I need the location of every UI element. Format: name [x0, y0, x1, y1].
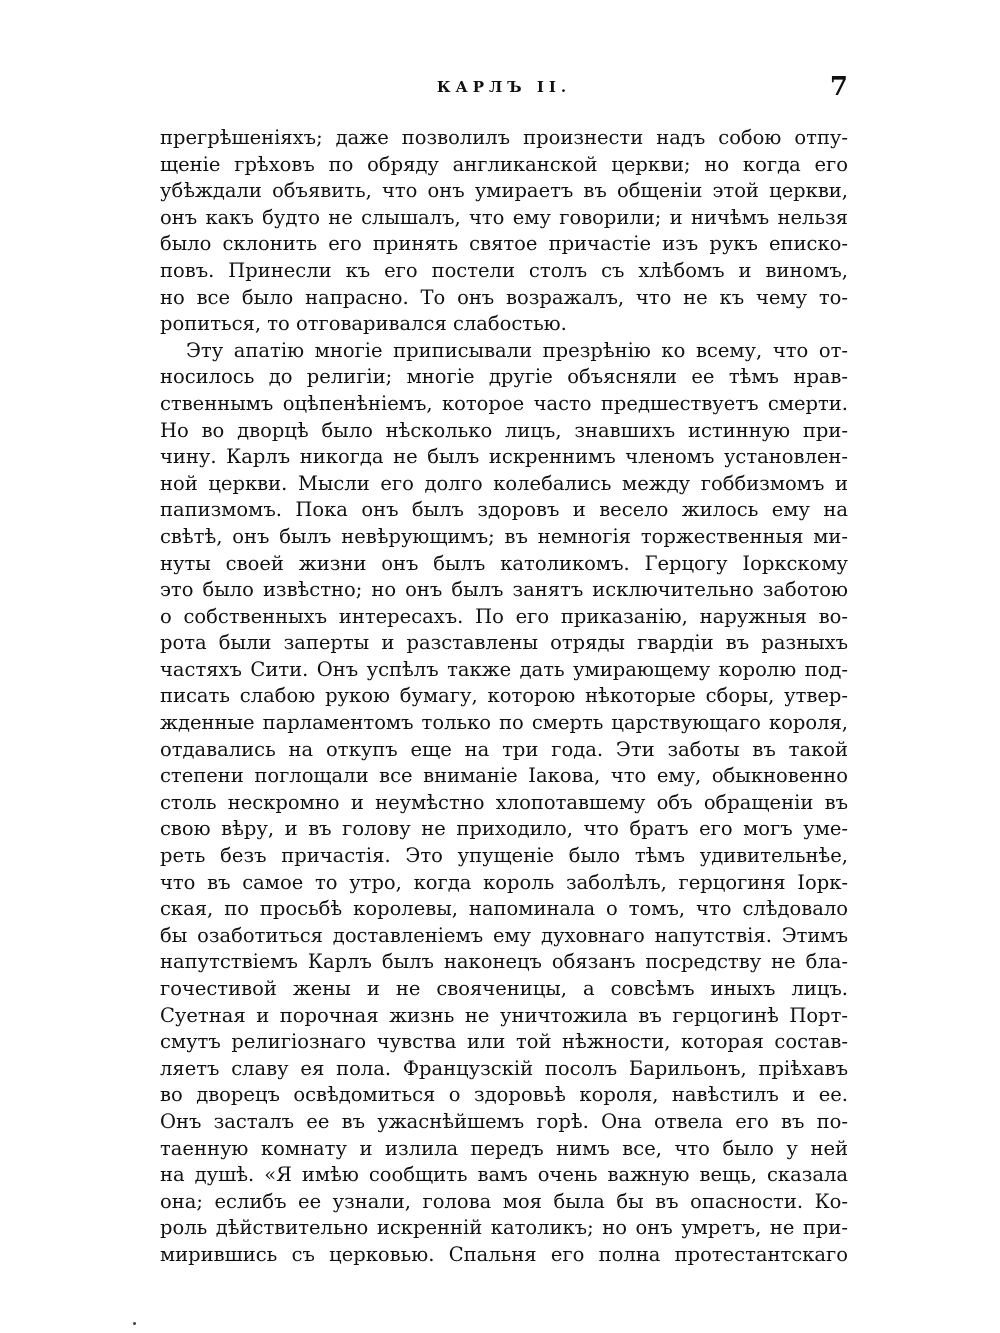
text-line: напутствіемъ Карлъ былъ наконецъ обязанъ посредству не бла-	[160, 950, 848, 974]
text-line: писать слабою рукою бумагу, которою нѣкоторые сборы, утвер-	[160, 684, 848, 708]
text-line: свѣтѣ, онъ былъ невѣрующимъ; въ немногія торжественныя ми-	[160, 524, 848, 548]
page-number: 7	[829, 72, 848, 102]
body-text	[160, 125, 848, 1269]
running-head	[160, 74, 848, 104]
text-line: ляетъ славу ея пола. Французскій посолъ Барильонъ, пріѣхавъ	[160, 1056, 848, 1080]
text-line: жденные парламентомъ только по смерть царствующаго короля,	[160, 711, 848, 735]
text-line: степени поглощали все вниманіе Іакова, что ему, обыкновенно	[160, 764, 848, 788]
text-line: было склонить его принять святое причастіе изъ рукъ еписко-	[160, 232, 848, 256]
text-line: чину. Карлъ никогда не былъ искреннимъ членомъ установлен-	[160, 445, 848, 469]
text-line: на душѣ. «Я имѣю сообщить вамъ очень важную вещь, сказала	[160, 1163, 848, 1187]
text-line: реть безъ причастія. Это упущеніе было тѣмъ удивительнѣе,	[160, 844, 848, 868]
text-line: прегрѣшеніяхъ; даже позволилъ произнести надъ собою отпу-	[160, 126, 848, 149]
text-line: свою вѣру, и въ голову не приходило, что братъ его могъ уме-	[160, 817, 848, 841]
text-line: таенную комнату и излила передъ нимъ все, что было у ней	[160, 1136, 848, 1160]
text-line: во дворецъ освѣдомиться о здоровьѣ короля, навѣстилъ и ее.	[160, 1083, 848, 1107]
text-line: повъ. Принесли къ его постели столъ съ хлѣбомъ и виномъ,	[160, 258, 848, 282]
text-line: это было извѣстно; но онъ былъ занятъ исключительно заботою	[160, 578, 848, 602]
text-line: носилось до религіи; многіе другіе объясняли ее тѣмъ нрав-	[160, 365, 848, 389]
text-line: ственнымъ оцѣпенѣніемъ, которое часто предшествуетъ смерти.	[160, 391, 848, 415]
text-line: мирившись съ церковью. Спальня его полна протестантскаго	[160, 1242, 848, 1266]
text-line: Суетная и порочная жизнь не уничтожила въ герцогинѣ Порт-	[160, 1003, 848, 1027]
text-line: о собственныхъ интересахъ. По его приказанію, наружныя во-	[160, 604, 848, 628]
text-line: Но во дворцѣ было нѣсколько лицъ, знавшихъ истинную при-	[160, 418, 848, 442]
text-line: нуты своей жизни онъ былъ католикомъ. Герцогу Іоркскому	[160, 551, 848, 575]
text-line: отдавались на откупъ еще на три года. Эти заботы въ такой	[160, 737, 848, 761]
running-title: КАРЛЪ II.	[436, 78, 572, 96]
text-line: она; еслибъ ее узнали, голова моя была бы въ опасности. Ко-	[160, 1189, 848, 1213]
text-line: убѣждали объявить, что онъ умираетъ въ общеніи этой церкви,	[160, 179, 848, 203]
text-line: щеніе грѣховъ по обряду англиканской церкви; но когда его	[160, 152, 848, 176]
text-line: столь нескромно и неумѣстно хлопотавшему объ обращеніи въ	[160, 790, 848, 814]
text-line: гочестивой жены и не свояченицы, а совсѣмъ иныхъ лицъ.	[160, 977, 848, 1000]
text-line: роль дѣйствительно искренній католикъ; но онъ умретъ, не при-	[160, 1216, 848, 1240]
text-line: Онъ засталъ ее въ ужаснѣйшемъ горѣ. Она отвела его въ по-	[160, 1109, 848, 1133]
text-line: рота были заперты и разставлены отряды гвардіи въ разныхъ	[160, 631, 848, 655]
text-line: ной церкви. Мысли его долго колебались между гоббизмомъ и	[160, 471, 848, 495]
text-line: папизмомъ. Пока онъ былъ здоровъ и весело жилось ему на	[160, 498, 848, 522]
text-line: смутъ религіознаго чувства или той нѣжности, которая состав-	[160, 1030, 848, 1054]
text-line: частяхъ Сити. Онъ успѣлъ также дать умирающему королю под-	[160, 657, 848, 681]
text-line: онъ какъ будто не слышалъ, что ему говорили; и ничѣмъ нельзя	[160, 205, 848, 229]
text-line: ропиться, то отговаривался слабостью.	[160, 312, 567, 336]
scan-speck	[133, 1322, 136, 1325]
text-line: бы озаботиться доставленіемъ ему духовнаго напутствія. Этимъ	[160, 923, 848, 947]
text-line: что въ самое то утро, когда король заболѣлъ, герцогиня Іорк-	[160, 870, 848, 894]
text-line: ская, по просьбѣ королевы, напоминала о томъ, что слѣдовало	[160, 897, 848, 921]
paragraph-first-line: Эту апатію многіе приписывали презрѣнію ко всему, что от-	[186, 338, 848, 362]
text-line: но все было напрасно. То онъ возражалъ, что не къ чему то-	[160, 285, 848, 309]
